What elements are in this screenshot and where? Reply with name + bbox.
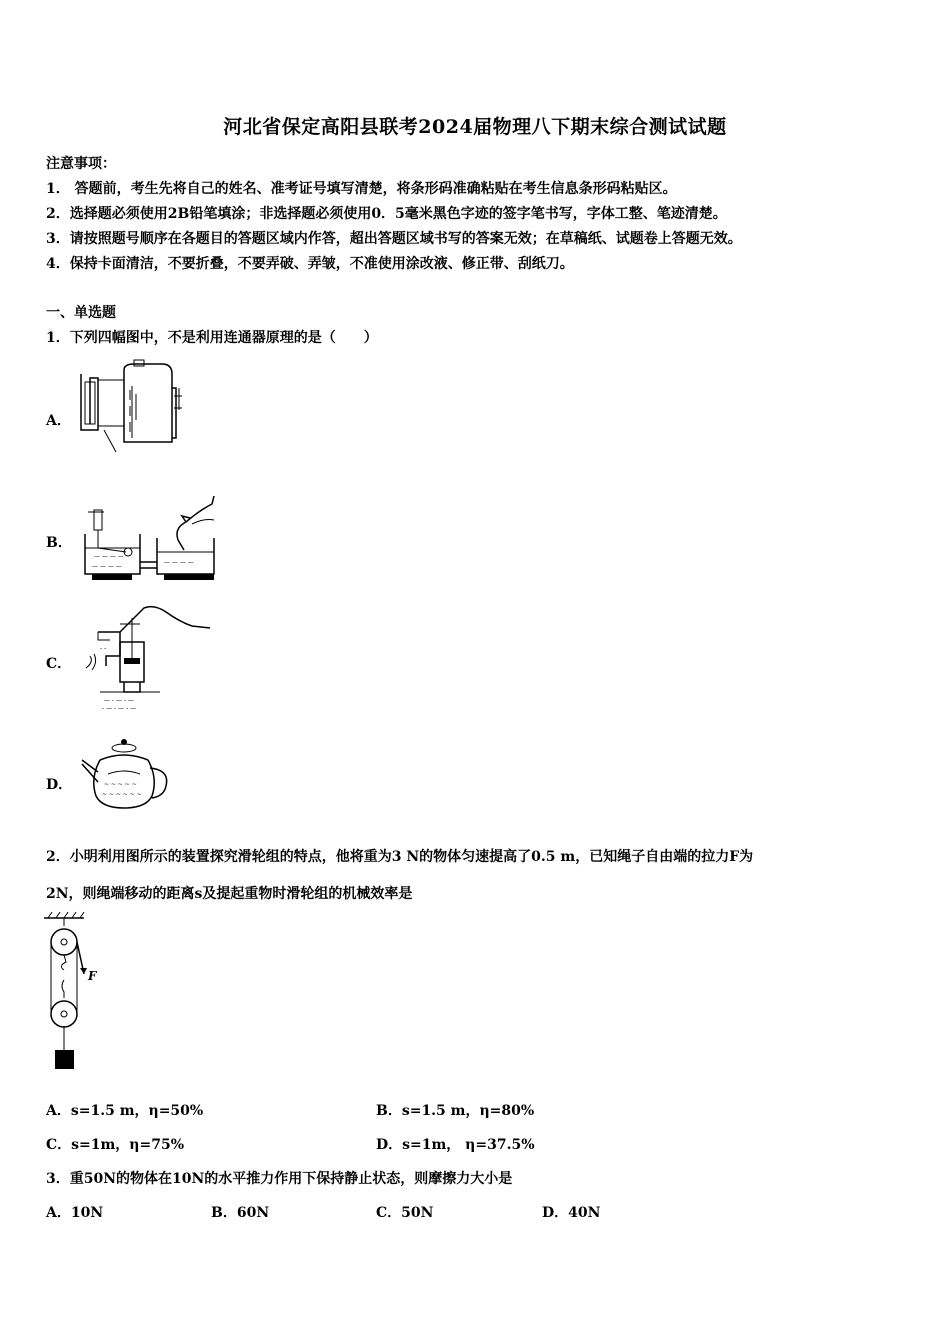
q1-option-b-label: B．	[46, 535, 72, 551]
question-3-stem: 3．重50N的物体在10N的水平推力作用下保持静止状态，则摩擦力大小是	[46, 1171, 513, 1187]
pulley-force-label: F	[88, 969, 97, 983]
svg-text:— — — —: — — — —	[92, 563, 122, 570]
svg-text:— - — - —: — - — - —	[104, 697, 134, 704]
q1-option-a-figure	[76, 360, 186, 455]
notice-item: 1． 答题前，考生先将自己的姓名、准考证号填写清楚，将条形码准确粘贴在考生信息条形码粘贴区。	[46, 181, 677, 197]
svg-text:— — — —: — — — —	[164, 559, 194, 566]
q3-option-b: B．60N	[211, 1205, 270, 1221]
q1-option-b-figure	[82, 492, 217, 582]
section-heading: 一、单选题	[46, 305, 116, 321]
q3-option-c: C．50N	[376, 1205, 434, 1221]
q2-option-a: A．s=1.5 m，η=50%	[46, 1103, 204, 1119]
q1-option-d-label: D．	[46, 777, 73, 793]
q2-option-c: C．s=1m，η=75%	[46, 1137, 185, 1153]
svg-text:- — - — - —: - — - — - —	[102, 705, 137, 712]
question-2-stem-cont: 2N，则绳端移动的距离s及提起重物时滑轮组的机械效率是	[46, 886, 413, 902]
notice-heading: 注意事项：	[46, 156, 116, 172]
question-2-stem: 2．小明利用图所示的装置探究滑轮组的特点，他将重为3 N的物体匀速提高了0.5 m，已知绳子自由端的拉力F为	[46, 849, 754, 865]
notice-item: 3．请按照题号顺序在各题目的答题区域内作答，超出答题区域书写的答案无效；在草稿纸、试题卷上答题无效。	[46, 231, 742, 247]
q1-option-c-label: C．	[46, 656, 72, 672]
svg-text:— — — —: — — — —	[94, 553, 124, 560]
q2-option-d: D．s=1m， η=37.5%	[376, 1137, 535, 1153]
q3-option-d: D．40N	[542, 1205, 601, 1221]
q2-pulley-figure	[40, 912, 110, 1074]
notice-item: 4．保持卡面清洁，不要折叠，不要弄破、弄皱，不准使用涂改液、修正带、刮纸刀。	[46, 256, 574, 272]
q2-option-b: B．s=1.5 m，η=80%	[376, 1103, 535, 1119]
page-title: 河北省保定高阳县联考2024届物理八下期末综合测试试题	[223, 116, 727, 138]
q3-option-a: A．10N	[46, 1205, 104, 1221]
svg-text:~ ~ ~ ~ ~ ~: ~ ~ ~ ~ ~ ~	[102, 791, 142, 798]
question-1-stem: 1．下列四幅图中，不是利用连通器原理的是（ ）	[46, 330, 378, 346]
q1-option-a-label: A．	[46, 413, 71, 429]
notice-item: 2．选择题必须使用2B铅笔填涂；非选择题必须使用0．5毫米黑色字迹的签字笔书写，字体工整、笔迹清楚。	[46, 206, 727, 222]
q1-option-d-figure	[78, 738, 173, 814]
q1-option-c-figure	[80, 604, 215, 714]
svg-text:- -: - -	[100, 645, 107, 652]
svg-text:~ ~ ~ ~ ~: ~ ~ ~ ~ ~	[104, 781, 137, 788]
